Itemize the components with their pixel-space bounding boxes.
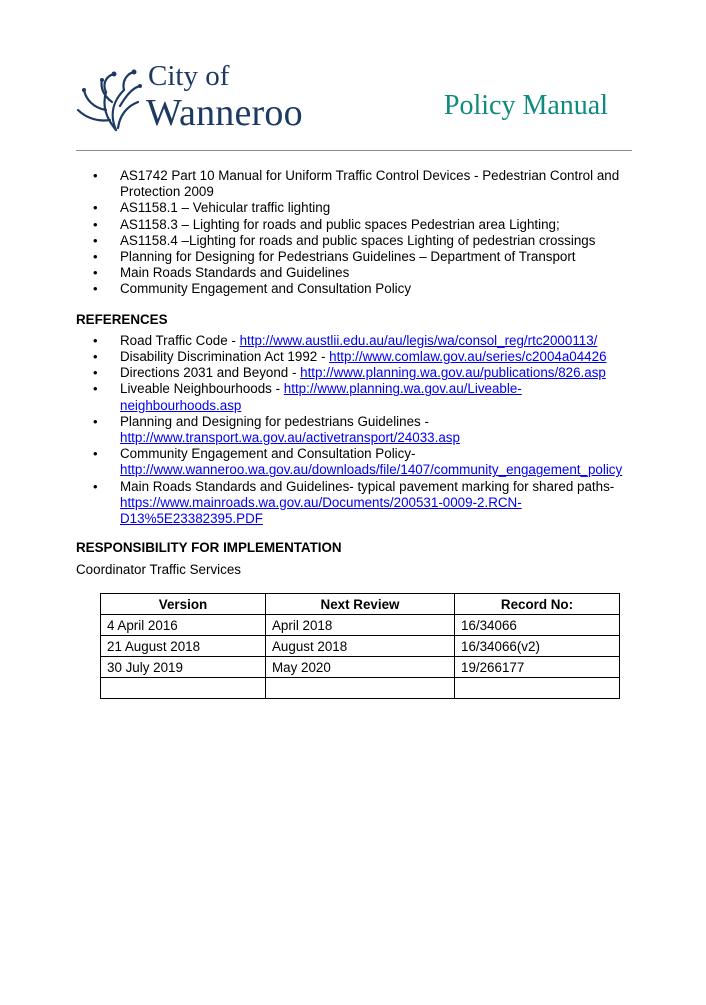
reference-item — [76, 381, 636, 413]
column-header: Version — [101, 594, 266, 615]
column-header: Record No: — [455, 594, 620, 615]
reference-link[interactable]: http://www.planning.wa.gov.au/publications/826.asp — [300, 365, 606, 381]
reference-item — [76, 333, 636, 349]
reference-item — [76, 446, 636, 478]
logo-text-wanneroo: Wanneroo — [146, 92, 303, 134]
table-row — [101, 657, 620, 678]
reference-item — [76, 414, 636, 446]
table-cell: May 2020 — [266, 657, 455, 678]
reference-link[interactable]: http://www.wanneroo.wa.gov.au/downloads/file/1407/community_engagement_policy — [120, 462, 623, 478]
table-cell — [101, 678, 266, 699]
header-divider — [76, 150, 632, 151]
responsibility-heading: RESPONSIBILITY FOR IMPLEMENTATION — [76, 540, 342, 556]
table-cell: 16/34066 — [455, 615, 620, 636]
list-item: • AS1742 Part 10 Manual for Uniform Traffic Control Devices - Pedestrian Control and Protection 2009 — [76, 168, 636, 200]
list-item: • AS1158.1 – Vehicular traffic lighting — [76, 200, 636, 216]
column-header: Next Review — [266, 594, 455, 615]
document-body — [76, 168, 636, 579]
reference-text: Directions 2031 and Beyond - — [120, 365, 301, 381]
table-cell: August 2018 — [266, 636, 455, 657]
list-item: • Community Engagement and Consultation Policy — [76, 281, 636, 297]
reference-link[interactable]: http://www.comlaw.gov.au/series/c2004a04426 — [329, 349, 607, 365]
responsibility-text: Coordinator Traffic Services — [76, 562, 241, 578]
reference-link[interactable]: http://www.austlii.edu.au/au/legis/wa/consol_reg/rtc2000113/ — [239, 332, 598, 348]
reference-text: Liveable Neighbourhoods - — [120, 381, 284, 397]
table-cell: April 2018 — [266, 615, 455, 636]
list-item: • AS1158.3 – Lighting for roads and public spaces Pedestrian area Lighting; — [76, 217, 636, 233]
table-row — [101, 615, 620, 636]
table-cell: 16/34066(v2) — [455, 636, 620, 657]
logo-text-city-of: City of — [148, 60, 230, 92]
reference-link[interactable]: http://www.planning.wa.gov.au/Liveable-neighbourhoods.asp — [120, 381, 522, 413]
table-cell: 30 July 2019 — [101, 657, 266, 678]
table-cell — [266, 678, 455, 699]
reference-item — [76, 349, 636, 365]
page-header — [0, 0, 706, 150]
list-item: • AS1158.4 –Lighting for roads and public spaces Lighting of pedestrian crossings — [76, 233, 636, 249]
reference-item — [76, 365, 636, 381]
table-header-row — [101, 594, 620, 615]
table-cell: 19/266177 — [455, 657, 620, 678]
table-row — [101, 678, 620, 699]
policy-manual-title: Policy Manual — [443, 90, 608, 121]
reference-text: Disability Discrimination Act 1992 - — [120, 349, 330, 365]
list-item: • Main Roads Standards and Guidelines — [76, 265, 636, 281]
table-cell: 4 April 2016 — [101, 615, 266, 636]
reference-link[interactable]: https://www.mainroads.wa.gov.au/Documents/200531-0009-2.RCN-D13%5E23382395.PDF — [120, 494, 522, 527]
reference-text: Community Engagement and Consultation Policy- — [120, 446, 416, 462]
references-list — [76, 333, 636, 527]
reference-link[interactable]: http://www.transport.wa.gov.au/activetransport/24033.asp — [120, 430, 460, 446]
references-heading: REFERENCES — [76, 311, 168, 327]
reference-text: Main Roads Standards and Guidelines- typical pavement marking for shared paths- — [120, 478, 615, 494]
list-item: • Planning for Designing for Pedestrians Guidelines – Department of Transport — [76, 249, 636, 265]
table-cell: 21 August 2018 — [101, 636, 266, 657]
table-row — [101, 636, 620, 657]
table-cell — [455, 678, 620, 699]
standards-list — [76, 168, 636, 298]
wanneroo-logo-icon — [76, 66, 142, 134]
reference-text: Road Traffic Code - — [120, 332, 240, 348]
reference-text: Planning and Designing for pedestrians Guidelines - — [120, 413, 429, 429]
version-table — [100, 593, 620, 699]
reference-item — [76, 479, 636, 528]
